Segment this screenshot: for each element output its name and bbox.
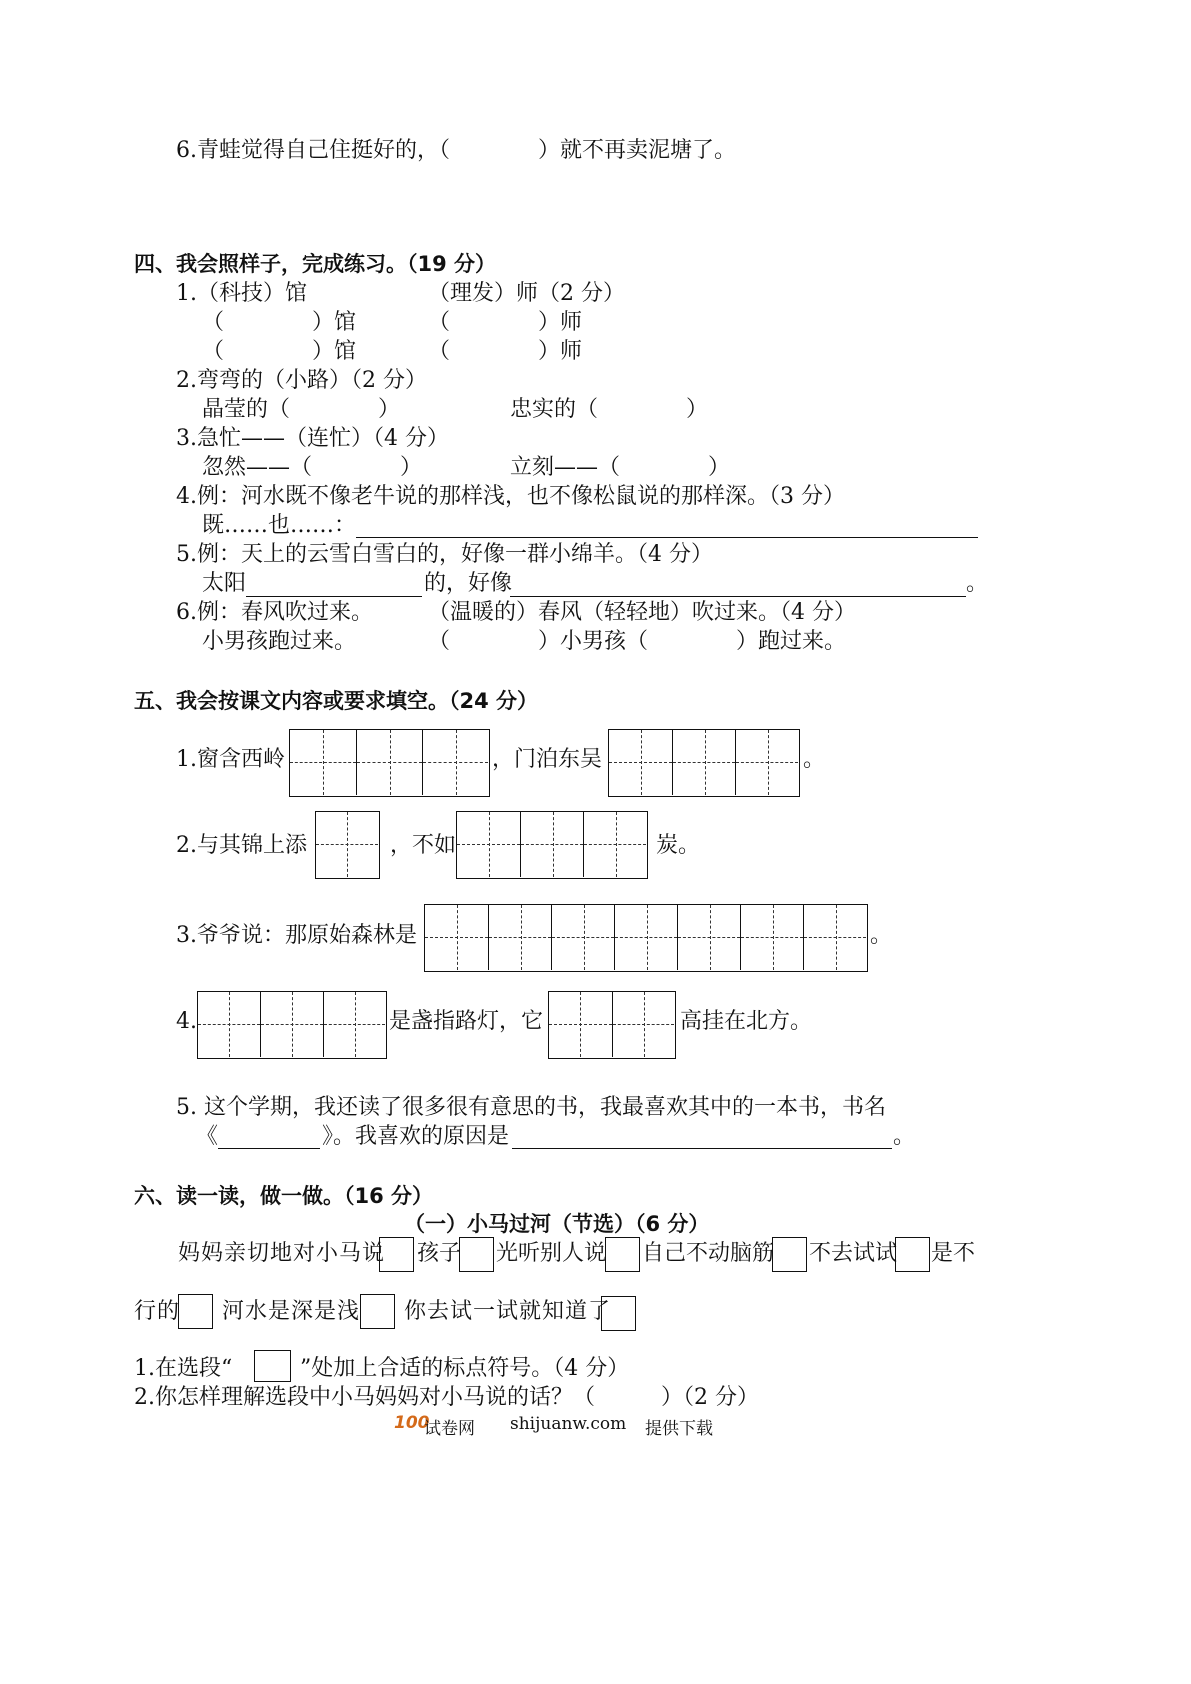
s6-passage-seg: 光听别人说 [496, 1241, 607, 1266]
cell-guide-horizontal [613, 1024, 675, 1025]
cell-guide-horizontal [357, 762, 422, 763]
cell-guide-horizontal [741, 937, 803, 938]
s6-q2: 2.你怎样理解选段中小马妈妈对小马说的话？（ ）（2 分） [134, 1385, 759, 1410]
cell-guide-horizontal [425, 937, 488, 938]
s5-q5-book-line[interactable] [218, 1148, 320, 1149]
s4-q1-blank-2a[interactable]: （ ）馆 [202, 339, 357, 364]
s4-q1-blank-2b[interactable]: （ ）师 [428, 339, 583, 364]
punct-box-sample [254, 1350, 291, 1382]
s4-q4-prompt: 既……也……： [202, 513, 357, 538]
footer-tail: 提供下载 [645, 1419, 713, 1439]
s6-passage-seg: 是不 [931, 1241, 976, 1266]
writing-cell[interactable] [672, 730, 735, 795]
s6-passage-seg: 妈妈亲切地对小马说 [178, 1241, 386, 1266]
writing-cell[interactable] [583, 812, 646, 877]
punct-box[interactable] [360, 1294, 395, 1329]
s4-q4-answer-line[interactable] [356, 537, 978, 538]
cell-guide-horizontal [423, 762, 488, 763]
s5-q3-b: 。 [870, 923, 893, 948]
s5-q1-grid-b[interactable] [608, 729, 800, 797]
s5-q3-a: 3.爷爷说：那原始森林是 [176, 923, 417, 948]
s4-q1-blank-1a[interactable]: （ ）馆 [202, 310, 357, 335]
s5-q4-grid-a[interactable] [197, 991, 387, 1059]
s4-q5-line-2[interactable] [510, 596, 966, 597]
s6-passage-seg: 孩子 [417, 1241, 462, 1266]
s6-passage-seg: 行的 [134, 1299, 181, 1324]
s5-q4-b: 是盏指路灯，它 [389, 1009, 544, 1034]
s4-q5-c: 。 [966, 571, 989, 596]
writing-cell[interactable] [356, 730, 422, 795]
q3-6: 6.青蛙觉得自己住挺好的，（ ）就不再卖泥塘了。 [176, 138, 736, 163]
s4-q5-a: 太阳 [202, 571, 247, 596]
s4-q2-blank-a[interactable]: 晶莹的（ ） [202, 397, 401, 422]
s6-passage-seg: 河水是深是浅 [222, 1299, 361, 1324]
writing-cell[interactable] [260, 992, 322, 1057]
s6-passage-seg: 不去试试 [809, 1241, 898, 1266]
s4-q6: 6.例：春风吹过来。 [176, 600, 373, 625]
punct-box[interactable] [379, 1237, 414, 1272]
s6-subtitle: （一）小马过河（节选）（6 分） [404, 1212, 710, 1236]
s4-q4: 4.例：河水既不像老牛说的那样浅，也不像松鼠说的那样深。（3 分） [176, 484, 845, 509]
punct-box[interactable] [601, 1296, 636, 1331]
section-5-title: 五、我会按课文内容或要求填空。（24 分） [134, 689, 539, 713]
s4-q5-line-1[interactable] [246, 596, 422, 597]
writing-cell[interactable] [614, 905, 677, 970]
writing-cell[interactable] [488, 905, 551, 970]
s5-q2-b: ，不如 [390, 833, 457, 858]
s4-q6-example: （温暖的）春风（轻轻地）吹过来。（4 分） [428, 600, 856, 625]
punct-box[interactable] [459, 1237, 494, 1272]
cell-guide-horizontal [316, 844, 378, 845]
s4-q3-blank-b[interactable]: 立刻——（ ） [510, 455, 731, 480]
cell-guide-horizontal [290, 762, 356, 763]
cell-guide-horizontal [521, 844, 583, 845]
s5-q4-grid-b[interactable] [548, 991, 676, 1059]
writing-cell[interactable] [425, 905, 488, 970]
site-logo: 100 [394, 1413, 430, 1433]
s6-passage-seg: 自己不动脑筋 [642, 1241, 775, 1266]
s4-q1-blank-1b[interactable]: （ ）师 [428, 310, 583, 335]
s4-q1-example-a: 1.（科技）馆 [176, 281, 307, 306]
cell-guide-horizontal [673, 762, 735, 763]
s5-q3-grid[interactable] [424, 904, 868, 972]
writing-cell[interactable] [549, 992, 612, 1057]
writing-cell[interactable] [740, 905, 803, 970]
punct-box[interactable] [178, 1294, 213, 1329]
cell-guide-horizontal [678, 937, 740, 938]
writing-cell[interactable] [457, 812, 520, 877]
s4-q2: 2.弯弯的（小路）（2 分） [176, 368, 427, 393]
writing-cell[interactable] [520, 812, 583, 877]
s6-q1-b: ”处加上合适的标点符号。（4 分） [300, 1356, 630, 1381]
punct-box[interactable] [605, 1237, 640, 1272]
s5-q2-a: 2.与其锦上添 [176, 833, 307, 858]
section-6-title: 六、读一读，做一做。（16 分） [134, 1184, 434, 1208]
s5-q5: 5. 这个学期，我还读了很多很有意思的书，我最喜欢其中的一本书，书名 [176, 1095, 886, 1120]
s6-passage-seg: 你去试一试就知道了 [404, 1299, 612, 1324]
cell-guide-horizontal [615, 937, 677, 938]
writing-cell[interactable] [198, 992, 260, 1057]
cell-guide-horizontal [609, 762, 672, 763]
s5-q5-b: 》。我喜欢的原因是 [322, 1124, 510, 1149]
footer-site: 试卷网 [424, 1419, 475, 1439]
s5-q2-grid-b[interactable] [456, 811, 648, 879]
cell-guide-horizontal [324, 1024, 385, 1025]
s5-q5-c: 。 [893, 1124, 916, 1149]
cell-guide-horizontal [549, 1024, 612, 1025]
writing-cell[interactable] [612, 992, 675, 1057]
cell-guide-horizontal [198, 1024, 260, 1025]
section-4-title: 四、我会照样子，完成练习。（19 分） [134, 252, 497, 276]
footer-url[interactable]: shijuanw.com [510, 1414, 627, 1434]
writing-cell[interactable] [551, 905, 614, 970]
cell-guide-horizontal [804, 937, 866, 938]
s5-q5-a: 《 [196, 1124, 219, 1149]
cell-guide-horizontal [457, 844, 520, 845]
writing-cell[interactable] [735, 730, 798, 795]
s5-q1-c: 。 [803, 747, 826, 772]
cell-guide-horizontal [584, 844, 646, 845]
writing-cell[interactable] [323, 992, 385, 1057]
s5-q1-a: 1.窗含西岭 [176, 747, 285, 772]
cell-guide-horizontal [736, 762, 798, 763]
s4-q3: 3.急忙——（连忙）（4 分） [176, 426, 449, 451]
s4-q2-blank-b[interactable]: 忠实的（ ） [510, 397, 709, 422]
s5-q2-c: 炭。 [656, 833, 701, 858]
writing-cell[interactable] [290, 730, 356, 795]
punct-box[interactable] [895, 1237, 930, 1272]
writing-cell[interactable] [803, 905, 866, 970]
s4-q6-blanks[interactable]: （ ）小男孩（ ）跑过来。 [428, 629, 847, 654]
s4-q1-example-b: （理发）师（2 分） [428, 281, 625, 306]
writing-cell[interactable] [422, 730, 488, 795]
cell-guide-horizontal [261, 1024, 322, 1025]
s5-q1-grid-a[interactable] [289, 729, 490, 797]
s5-q5-reason-line[interactable] [512, 1148, 892, 1149]
s4-q6-prompt: 小男孩跑过来。 [202, 629, 357, 654]
s5-q4-a: 4. [176, 1009, 197, 1034]
s4-q3-blank-a[interactable]: 忽然——（ ） [202, 455, 423, 480]
s4-q5: 5.例：天上的云雪白雪白的，好像一群小绵羊。（4 分） [176, 542, 713, 567]
s6-q1: 1.在选段“ [134, 1356, 233, 1381]
s4-q5-b: 的，好像 [424, 571, 513, 596]
writing-cell[interactable] [677, 905, 740, 970]
writing-cell[interactable] [609, 730, 672, 795]
cell-guide-horizontal [552, 937, 614, 938]
cell-guide-horizontal [489, 937, 551, 938]
s5-q1-b: ，门泊东吴 [492, 747, 603, 772]
writing-cell[interactable] [316, 812, 378, 877]
s5-q4-c: 高挂在北方。 [680, 1009, 813, 1034]
s5-q2-grid-a[interactable] [315, 811, 380, 879]
punct-box[interactable] [772, 1237, 807, 1272]
